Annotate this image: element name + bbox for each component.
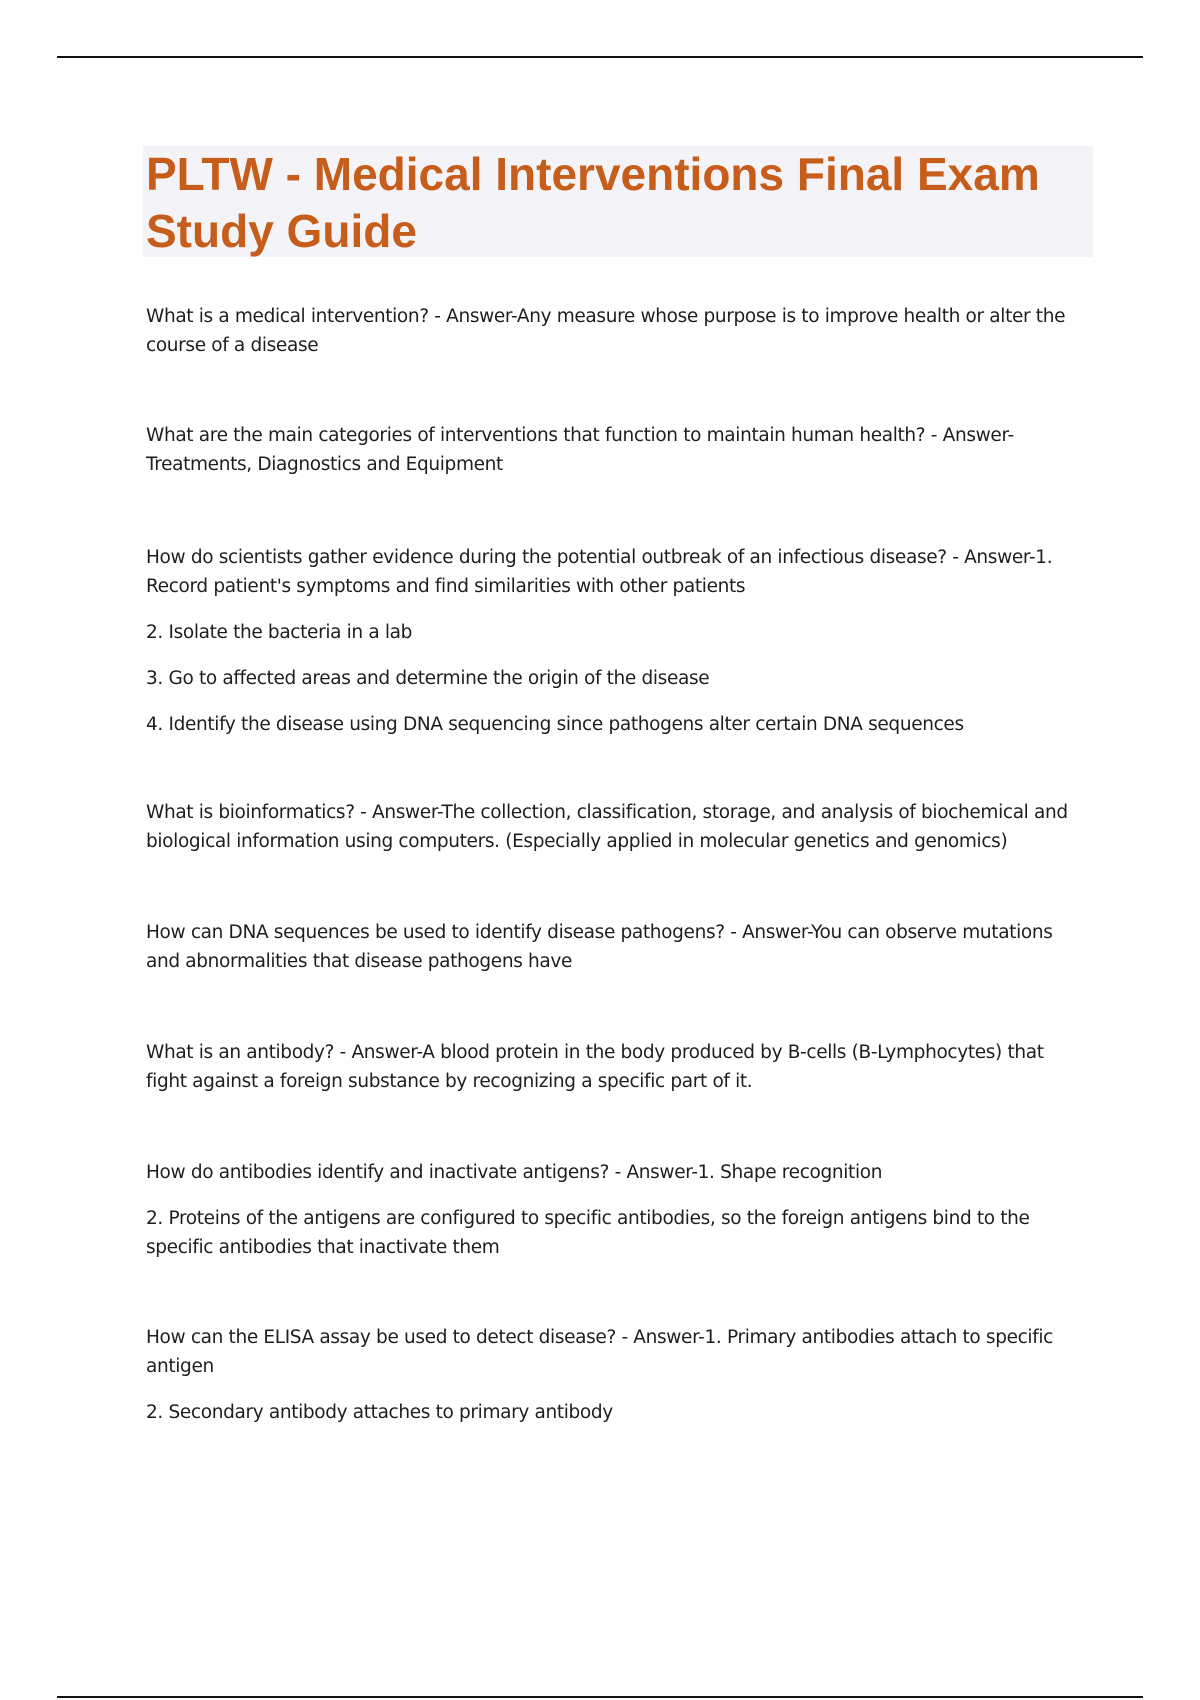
qa-item-intervention-categories (146, 421, 1096, 479)
qa-item-bioinformatics (146, 798, 1096, 856)
qa-paragraph: What is an antibody? - Answer-A blood protein in the body produced by B-cells (B-Lymphocytes) that fight against a foreign substance by recognizing a specific part of it. (146, 1042, 1044, 1092)
qa-paragraph: How can the ELISA assay be used to detect disease? - Answer-1. Primary antibodies attach to specific antigen (146, 1327, 1054, 1377)
qa-paragraph: 2. Proteins of the antigens are configured to specific antibodies, so the foreign antigens bind to the specific antibodies that inactivate them (146, 1208, 1030, 1258)
qa-item-antigen-inactivation (146, 1158, 1096, 1262)
qa-paragraph: What is a medical intervention? - Answer-Any measure whose purpose is to improve health or alter the course of a disease (146, 306, 1066, 356)
qa-paragraph: What is bioinformatics? - Answer-The collection, classification, storage, and analysis of biochemical and biological information using computers. (Especially applied in molecular genetics and genomics) (146, 802, 1068, 852)
qa-paragraph: 2. Secondary antibody attaches to primary antibody (146, 1402, 613, 1423)
qa-paragraph: 4. Identify the disease using DNA sequencing since pathogens alter certain DNA sequences (146, 714, 964, 735)
qa-paragraph: How do scientists gather evidence during the potential outbreak of an infectious disease? - Answer-1. Record patient's symptoms and find similarities with other patients (146, 547, 1053, 597)
qa-item-medical-intervention (146, 302, 1096, 360)
qa-item-outbreak-evidence (146, 543, 1096, 739)
qa-item-antibody (146, 1038, 1096, 1096)
qa-paragraph: 3. Go to affected areas and determine the origin of the disease (146, 668, 710, 689)
qa-paragraph: How can DNA sequences be used to identify disease pathogens? - Answer-You can observe mutations and abnormalities that disease pathogens have (146, 922, 1053, 972)
qa-paragraph: What are the main categories of interventions that function to maintain human health? - Answer- Treatments, Diagnostics and Equipment (146, 425, 1014, 475)
qa-paragraph: How do antibodies identify and inactivate antigens? - Answer-1. Shape recognition (146, 1162, 883, 1183)
bottom-rule (57, 1696, 1143, 1698)
qa-item-elisa (146, 1323, 1096, 1427)
top-rule (57, 56, 1143, 58)
qa-paragraph: 2. Isolate the bacteria in a lab (146, 622, 413, 643)
qa-item-dna-pathogens (146, 918, 1096, 976)
document-title: PLTW - Medical Interventions Final Exam Study Guide (146, 148, 1040, 257)
